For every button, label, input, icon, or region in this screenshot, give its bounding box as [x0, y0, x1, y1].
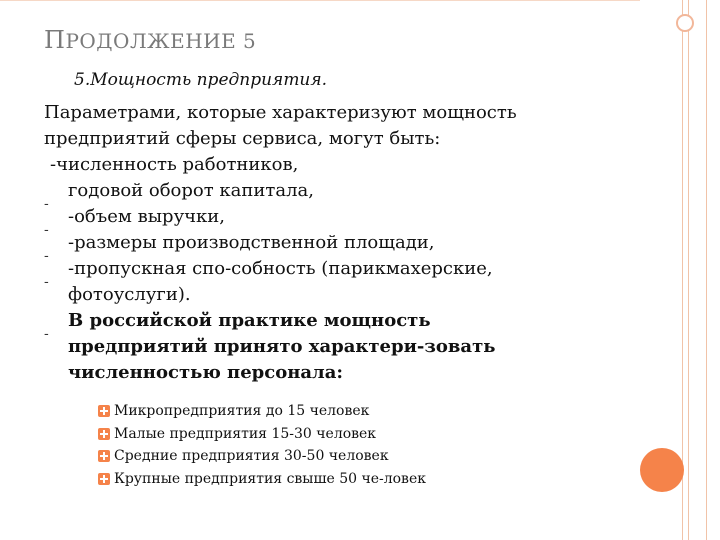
intro-line: Параметрами, которые характеризуют мощность [44, 102, 517, 123]
slide-title [44, 26, 256, 54]
bullet-plus-icon [98, 405, 110, 417]
param-item: годовой оборот капитала, [68, 180, 314, 201]
list-dash: - [44, 196, 49, 212]
list-item-text: Малые предприятия 15-30 человек [114, 425, 377, 442]
list-item [98, 400, 426, 423]
list-item [98, 423, 426, 446]
title-rest: РОДОЛЖЕНИЕ 5 [65, 29, 257, 53]
list-item-text: Крупные предприятия свыше 50 че-ловек [114, 470, 426, 487]
list-dash: - [44, 248, 49, 264]
list-item-text: Средние предприятия 30-50 человек [114, 448, 389, 464]
list-item [98, 468, 426, 491]
param-item: -пропускная спо-собность (парикмахерские, [68, 258, 493, 279]
decorative-vertical-line [688, 0, 689, 540]
intro-paragraph [44, 100, 604, 152]
section-heading: 5.Мощность предприятия. [74, 70, 328, 90]
param-item: -размеры производственной площади, [68, 232, 435, 253]
decorative-orange-circle [640, 448, 684, 492]
bullet-plus-icon [98, 450, 110, 462]
enterprise-size-list [98, 400, 426, 490]
list-dash: - [44, 274, 49, 290]
list-item [98, 445, 426, 468]
param-item: -численность работников, [50, 154, 299, 175]
top-border-line [0, 0, 640, 1]
intro-line: предприятий сферы сервиса, могут быть: [44, 128, 441, 149]
param-item: фотоуслуги). [68, 284, 191, 305]
decorative-vertical-line [706, 0, 707, 540]
title-initial: П [44, 26, 66, 54]
highlight-line: В российской практике мощность [68, 310, 431, 331]
bullet-plus-icon [98, 428, 110, 440]
highlight-line: предприятий принято характери-зовать [68, 336, 496, 357]
list-item-text: Микропредприятия до 15 человек [114, 403, 370, 419]
decorative-ring [676, 14, 694, 32]
decorative-vertical-line [682, 0, 683, 540]
bullet-plus-icon [98, 473, 110, 485]
list-dash: - [44, 222, 49, 238]
list-dash: - [44, 326, 49, 342]
param-item: -объем выручки, [68, 206, 226, 227]
highlight-line: численностью персонала: [68, 362, 344, 383]
